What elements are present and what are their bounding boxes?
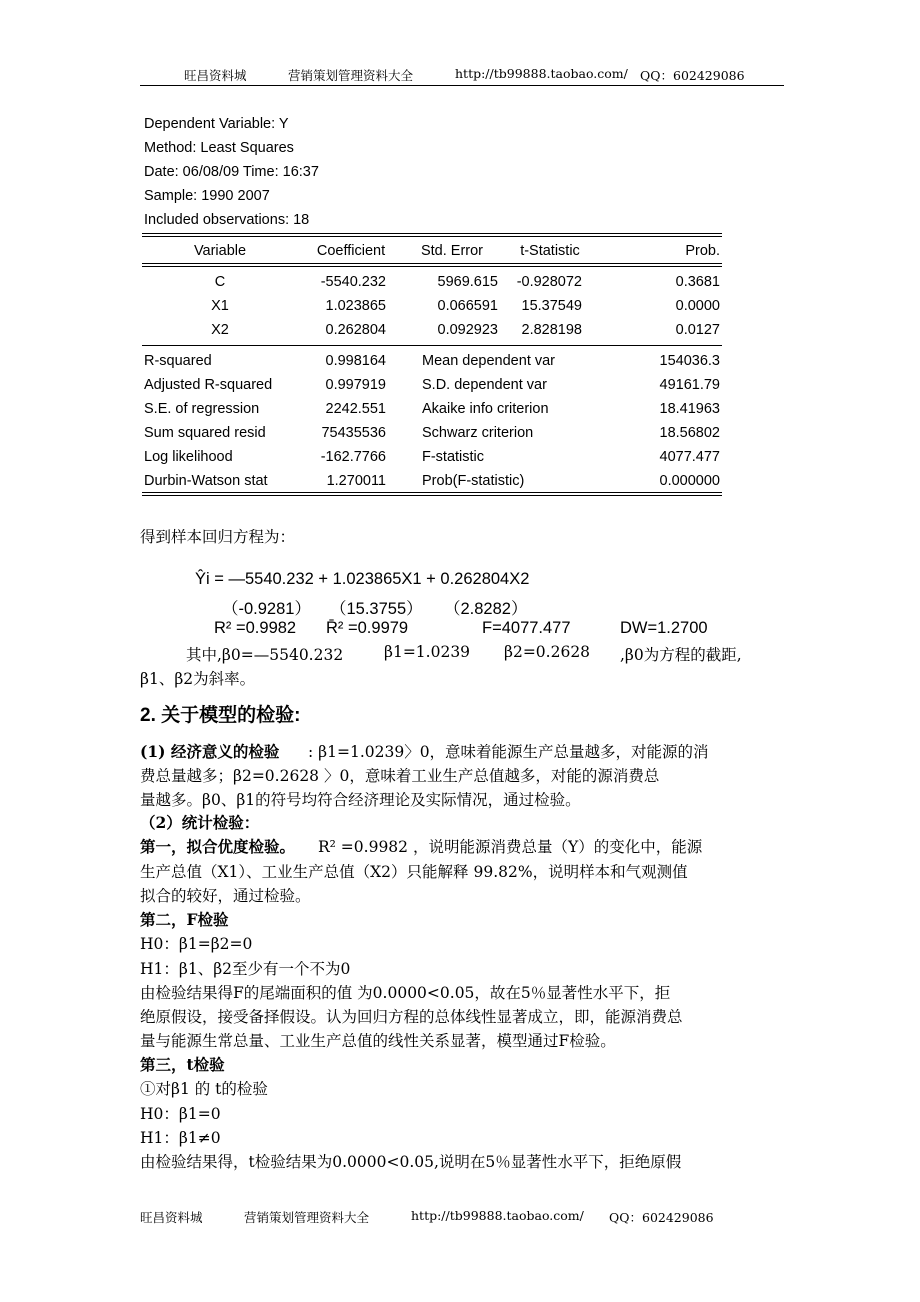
stat-value: 49161.79 [659, 377, 720, 393]
stat-value: 4077.477 [659, 449, 720, 465]
stat-value: 18.56802 [659, 425, 720, 441]
third-line-b: 由检验结果得，t检验结果为0.0000<0.05,说明在5％显著性水平下，拒绝原假 [140, 1153, 682, 1171]
section-heading: 2. 关于模型的检验: [140, 705, 301, 726]
row-t-statistic: 15.37549 [521, 298, 582, 314]
row-prob: 0.0127 [675, 322, 720, 338]
stat-label: Prob(F-statistic) [422, 473, 525, 489]
stat-value: 0.997919 [325, 377, 386, 393]
table-stats-rule [142, 345, 722, 346]
stat-label: Sum squared resid [144, 425, 266, 441]
p1-line-c: 量越多。β0、β1的符号均符合经济理论及实际情况，通过检验。 [140, 791, 581, 809]
col-prob: Prob. [685, 243, 720, 259]
first-line-a: R² =0.9982 ，说明能源消费总量（Y）的变化中，能源 [318, 838, 703, 856]
row-std-error: 0.066591 [437, 298, 498, 314]
stat-value: 1.270011 [326, 473, 386, 489]
third-h1: H1：β1≠0 [140, 1129, 221, 1147]
second-title: 第二，F检验 [140, 910, 229, 929]
intro-text: 得到样本回归方程为： [140, 528, 296, 546]
header-qq: QQ：602429086 [640, 68, 745, 83]
stat-label: Akaike info criterion [422, 401, 549, 417]
p1-line-a: : β1=1.0239〉0，意味着能源生产总量越多，对能源的消 [308, 743, 709, 761]
meta-observations: Included observations: 18 [144, 212, 310, 228]
second-line-c: 量与能源生常总量、工业生产总值的线性关系显著，模型通过F检验。 [140, 1032, 616, 1050]
header-divider [140, 85, 784, 86]
footer-collection: 营销策划管理资料大全 [244, 1210, 370, 1225]
third-title: 第三，t检验 [140, 1055, 225, 1074]
first-line-b: 生产总值（X1）、工业生产总值（X2）只能解释 99.82%，说明样本和气观测值 [140, 863, 688, 881]
t-value-1: （-0.9281） [222, 600, 311, 618]
footer-qq: QQ：602429086 [609, 1210, 714, 1225]
row-variable: C [214, 274, 226, 290]
stat-value: 0.000000 [659, 473, 720, 489]
stat-value: 2242.551 [325, 401, 386, 417]
col-std-error: Std. Error [420, 243, 484, 259]
header-site: 旺昌资料城 [184, 68, 247, 83]
coef-line-a: 其中,β0=—5540.232 [186, 646, 344, 664]
row-prob: 0.0000 [675, 298, 720, 314]
second-h1: H1：β1、β2至少有一个不为0 [140, 960, 351, 978]
f-stat: F=4077.477 [482, 619, 571, 637]
row-coefficient: 0.262804 [325, 322, 386, 338]
table-header-rule [142, 263, 722, 267]
second-line-b: 绝原假设，接受备择假设。认为回归方程的总体线性显著成立，即，能源消费总 [140, 1008, 683, 1026]
second-line-a: 由检验结果得F的尾端面积的值 为0.0000<0.05，故在5％显著性水平下，拒 [140, 984, 671, 1002]
stat-label: Adjusted R-squared [144, 377, 273, 393]
adjusted-r-squared: R̄² =0.9979 [326, 619, 409, 637]
stat-value: 154036.3 [659, 353, 720, 369]
t-value-2: （15.3755） [330, 600, 423, 618]
col-t-statistic: t-Statistic [520, 243, 580, 259]
first-line-c: 拟合的较好，通过检验。 [140, 887, 311, 905]
third-line-a: ①对β1 的 t的检验 [140, 1080, 268, 1098]
third-h0: H0：β1=0 [140, 1105, 221, 1123]
first-title: 第一，拟合优度检验。 [140, 837, 296, 856]
t-value-3: （2.8282） [444, 600, 528, 618]
second-h0: H0：β1=β2=0 [140, 935, 253, 953]
stat-label: Mean dependent var [422, 353, 556, 369]
stat-label: Durbin-Watson stat [144, 473, 268, 489]
r-squared: R² =0.9982 [214, 619, 297, 637]
p2-title: （2）统计检验： [140, 813, 260, 832]
table-top-rule [142, 233, 722, 237]
dw-stat: DW=1.2700 [620, 619, 708, 637]
row-std-error: 0.092923 [437, 322, 498, 338]
coef-line-c: β2=0.2628 [504, 643, 591, 661]
row-coefficient: 1.023865 [325, 298, 386, 314]
row-coefficient: -5540.232 [320, 274, 386, 290]
coef-line-b: β1=1.0239 [384, 643, 471, 661]
stat-value: 75435536 [321, 425, 386, 441]
stat-label: Log likelihood [144, 449, 233, 465]
header-url[interactable]: http://tb99888.taobao.com/ [455, 66, 628, 81]
meta-dependent-variable: Dependent Variable: Y [144, 116, 289, 132]
footer-url[interactable]: http://tb99888.taobao.com/ [411, 1208, 584, 1223]
stat-label: F-statistic [422, 449, 485, 465]
row-std-error: 5969.615 [437, 274, 498, 290]
stat-value: -162.7766 [320, 449, 386, 465]
col-variable: Variable [193, 243, 247, 259]
regression-equation: Ŷi = —5540.232 + 1.023865X1 + 0.262804X2 [195, 570, 530, 588]
row-prob: 0.3681 [675, 274, 720, 290]
row-variable: X1 [211, 298, 229, 314]
row-t-statistic: 2.828198 [521, 322, 582, 338]
stat-label: R-squared [144, 353, 212, 369]
row-t-statistic: -0.928072 [516, 274, 582, 290]
stat-label: S.E. of regression [144, 401, 260, 417]
meta-method: Method: Least Squares [144, 140, 294, 156]
stat-value: 18.41963 [659, 401, 720, 417]
meta-date: Date: 06/08/09 Time: 16:37 [144, 164, 319, 180]
row-variable: X2 [211, 322, 229, 338]
coef-line-2: β1、β2为斜率。 [140, 670, 256, 688]
col-coefficient: Coefficient [316, 243, 386, 259]
table-bottom-rule [142, 492, 722, 496]
stat-label: Schwarz criterion [422, 425, 534, 441]
coef-line-d: ,β0为方程的截距, [620, 646, 742, 664]
p1-line-b: 费总量越多；β2=0.2628 〉0，意味着工业生产总值越多，对能的源消费总 [140, 767, 660, 785]
meta-sample: Sample: 1990 2007 [144, 188, 270, 204]
header-collection: 营销策划管理资料大全 [288, 68, 414, 83]
footer-site: 旺昌资料城 [140, 1210, 203, 1225]
p1-title: (1) 经济意义的检验 [140, 742, 280, 761]
stat-value: 0.998164 [325, 353, 386, 369]
stat-label: S.D. dependent var [422, 377, 547, 393]
